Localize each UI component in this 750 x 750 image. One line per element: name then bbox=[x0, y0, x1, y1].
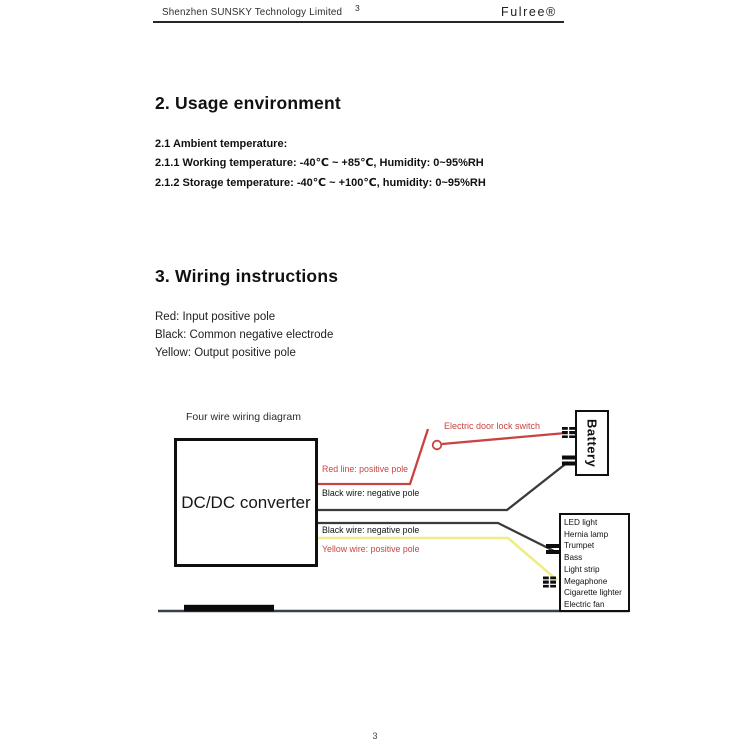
load-item: Cigarette lighter bbox=[564, 588, 622, 598]
section-title-usage: 2. Usage environment bbox=[155, 93, 341, 113]
header-page-superscript: 3 bbox=[355, 3, 360, 13]
load-item: Hernia lamp bbox=[564, 529, 609, 539]
header-company: Shenzhen SUNSKY Technology Limited bbox=[162, 7, 343, 18]
ground-bar bbox=[184, 605, 274, 612]
wiring-line-black: Black: Common negative electrode bbox=[155, 329, 334, 341]
load-item: Megaphone bbox=[564, 576, 608, 586]
wire-label-yellow: Yellow wire: positive pole bbox=[322, 544, 420, 554]
battery-label: Battery bbox=[584, 418, 600, 468]
wire-label-black-loads: Black wire: negative pole bbox=[322, 525, 420, 535]
load-item: Bass bbox=[564, 553, 583, 563]
converter-label: DC/DC converter bbox=[181, 492, 311, 512]
red-wire bbox=[318, 429, 428, 484]
section-title-wiring: 3. Wiring instructions bbox=[155, 266, 339, 286]
load-item: Trumpet bbox=[564, 541, 595, 551]
red-wire-to-battery bbox=[442, 433, 566, 444]
door-lock-switch-icon bbox=[433, 441, 442, 450]
load-item: Electric fan bbox=[564, 599, 605, 609]
load-item: LED light bbox=[564, 518, 598, 527]
battery-box bbox=[575, 410, 609, 476]
wire-label-black-battery: Black wire: negative pole bbox=[322, 488, 420, 498]
converter-box bbox=[174, 438, 318, 567]
usage-line-ambient: 2.1 Ambient temperature: bbox=[155, 138, 288, 150]
footer-page-number: 3 bbox=[372, 731, 378, 741]
usage-line-working: 2.1.1 Working temperature: -40℃ ~ +85℃, Humidity: 0~95%RH bbox=[155, 157, 484, 170]
load-positive-terminal-icon bbox=[543, 577, 556, 588]
load-box bbox=[559, 513, 630, 612]
battery-positive-terminal-icon bbox=[562, 427, 575, 438]
diagram-caption: Four wire wiring diagram bbox=[186, 411, 301, 423]
usage-line-storage: 2.1.2 Storage temperature: -40℃ ~ +100℃, humidity: 0~95%RH bbox=[155, 176, 486, 189]
wiring-line-red: Red: Input positive pole bbox=[155, 311, 276, 323]
wiring-line-yellow: Yellow: Output positive pole bbox=[155, 347, 296, 359]
load-item: Light strip bbox=[564, 564, 600, 574]
battery-negative-terminal-icon bbox=[562, 456, 575, 466]
switch-label: Electric door lock switch bbox=[444, 421, 541, 431]
brand-logo: Fulree® bbox=[501, 5, 557, 19]
wire-label-red: Red line: positive pole bbox=[322, 464, 409, 474]
